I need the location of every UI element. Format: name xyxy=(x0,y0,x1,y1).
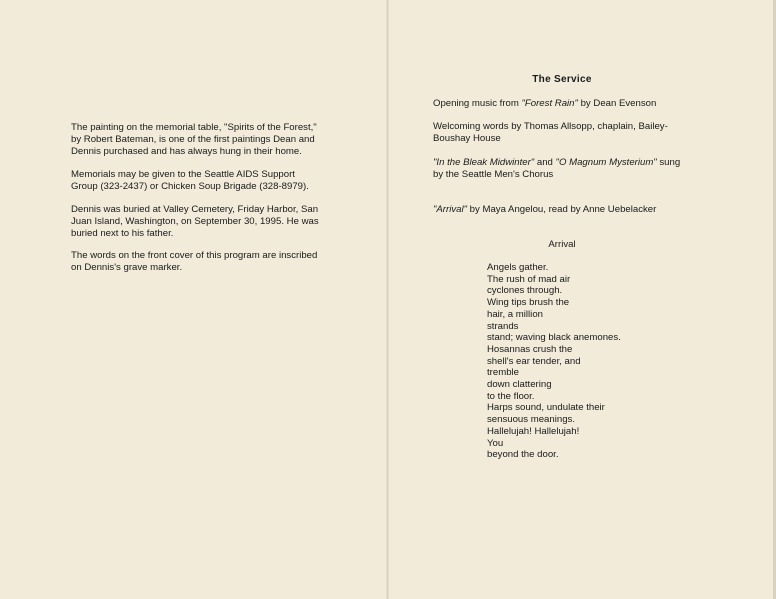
poem-body xyxy=(487,262,621,461)
opening-work: "Forest Rain" xyxy=(521,98,578,109)
grave-marker-paragraph xyxy=(71,250,343,274)
songs-line: by the Seattle Men's Chorus xyxy=(433,168,554,180)
opening-music xyxy=(433,98,733,110)
poem-line: sensuous meanings. xyxy=(487,414,575,426)
poem-line: strands xyxy=(487,320,519,332)
paragraph-line: Group (323-2437) or Chicken Soup Brigade (328-8979). xyxy=(71,180,309,192)
poem-title: Arrival xyxy=(548,239,576,250)
poem-line: cyclones through. xyxy=(487,285,563,297)
songs-text: sung xyxy=(656,157,681,168)
poem-line: Hosannas crush the xyxy=(487,343,573,355)
songs-conjunction: and xyxy=(534,157,556,168)
welcoming-line: Welcoming words by Thomas Allsopp, chaplain, Bailey- xyxy=(433,121,668,132)
poem-line: down clattering xyxy=(487,379,552,391)
poem-line: Hallelujah! Hallelujah! xyxy=(487,425,580,437)
poem-line: tremble xyxy=(487,367,519,379)
paragraph-line: by Robert Bateman, is one of the first paintings Dean and xyxy=(71,133,315,145)
opening-text: Opening music from xyxy=(433,98,522,109)
memorials-paragraph xyxy=(71,169,343,193)
paragraph-line: Dennis was buried at Valley Cemetery, Friday Harbor, San xyxy=(71,204,319,215)
paragraph-line: buried next to his father. xyxy=(71,227,174,239)
welcoming-words xyxy=(433,121,733,145)
opening-composer: by Dean Evenson xyxy=(577,98,657,109)
poem-line: The rush of mad air xyxy=(487,273,571,285)
paragraph-line: Dennis purchased and has always hung in their home. xyxy=(71,145,302,157)
poem-line: Harps sound, undulate their xyxy=(487,402,605,414)
poem-line: hair, a million xyxy=(487,308,543,320)
paragraph-line: Juan Island, Washington, on September 30, 1995. He was xyxy=(71,215,319,227)
paragraph-line: on Dennis's grave marker. xyxy=(71,261,183,273)
service-title: The Service xyxy=(532,74,592,85)
poem-line: beyond the door. xyxy=(487,449,559,461)
reading-text: by Maya Angelou, read by Anne Uebelacker xyxy=(467,204,657,215)
poem-line: to the floor. xyxy=(487,390,535,402)
welcoming-line: Boushay House xyxy=(433,132,501,144)
poem-line: You xyxy=(487,437,504,449)
poem-reading xyxy=(433,204,733,216)
poem-line: Angels gather. xyxy=(487,262,549,273)
song-title: "O Magnum Mysterium" xyxy=(555,157,657,168)
left-page xyxy=(0,0,387,599)
paragraph-line: The painting on the memorial table, "Spirits of the Forest," xyxy=(71,122,317,133)
paragraph-line: Memorials may be given to the Seattle AIDS Support xyxy=(71,169,295,180)
songs-line xyxy=(433,157,733,169)
poem-line: stand; waving black anemones. xyxy=(487,332,621,344)
chorus-songs xyxy=(433,157,733,181)
reading-work: "Arrival" xyxy=(433,204,467,215)
paragraph-line: The words on the front cover of this program are inscribed xyxy=(71,250,318,261)
painting-paragraph xyxy=(71,122,343,157)
poem-line: Wing tips brush the xyxy=(487,297,570,309)
song-title: "In the Bleak Midwinter" xyxy=(433,157,535,168)
burial-paragraph xyxy=(71,204,343,239)
poem-line: shell's ear tender, and xyxy=(487,355,581,367)
right-page xyxy=(389,0,773,599)
